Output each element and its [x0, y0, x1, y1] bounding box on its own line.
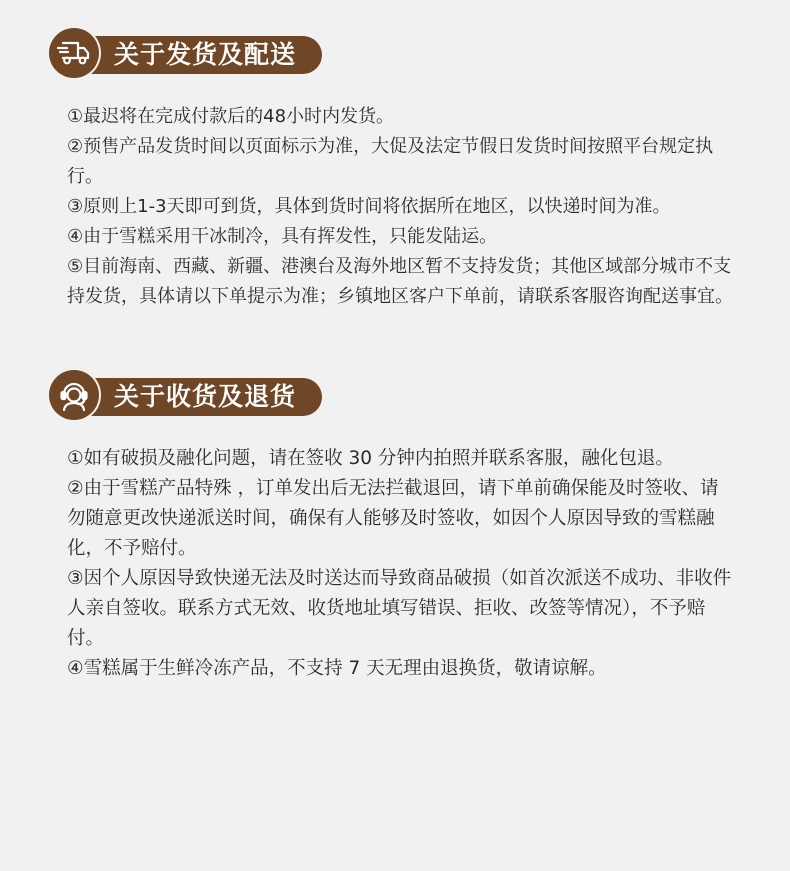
customer-service-icon [49, 370, 99, 420]
list-item: ③因个人原因导致快递无法及时送达而导致商品破损（如首次派送不成功、非收件人亲自签收。联系方式无效、收货地址填写错误、拒收、改签等情况），不予赔付。 [67, 568, 732, 649]
list-item: ④由于雪糕采用干冰制冷，具有挥发性，只能发陆运。 [67, 226, 498, 247]
list-item: ②预售产品发货时间以页面标示为准，大促及法定节假日发货时间按照平台规定执行。 [67, 136, 714, 187]
shipping-header [0, 26, 790, 82]
list-item: ⑤目前海南、西藏、新疆、港澳台及海外地区暂不支持发货；其他区域部分城市不支持发货，具体请以下单提示为准；乡镇地区客户下单前，请联系客服咨询配送事宜。 [67, 256, 733, 307]
returns-section [0, 368, 790, 679]
list-item: ④雪糕属于生鲜冷冻产品，不支持 7 天无理由退换货，敬请谅解。 [67, 658, 607, 679]
shipping-section [0, 26, 790, 307]
list-item: ①最迟将在完成付款后的48小时内发货。 [67, 106, 395, 127]
delivery-truck-icon [49, 28, 99, 78]
list-item: ②由于雪糕产品特殊 ，订单发出后无法拦截退回，请下单前确保能及时签收、请勿随意更改快递派送时间，确保有人能够及时签收，如因个人原因导致的雪糕融化，不予赔付。 [67, 478, 719, 559]
shipping-list [67, 102, 734, 312]
shipping-title: 关于发货及配送 [70, 36, 322, 74]
returns-header [0, 368, 790, 424]
list-item: ③原则上1-3天即可到货，具体到货时间将依据所在地区，以快递时间为准。 [67, 196, 671, 217]
list-item: ①如有破损及融化问题，请在签收 30 分钟内拍照并联系客服，融化包退。 [67, 448, 674, 469]
returns-list [67, 444, 734, 684]
returns-title: 关于收货及退货 [70, 378, 322, 416]
